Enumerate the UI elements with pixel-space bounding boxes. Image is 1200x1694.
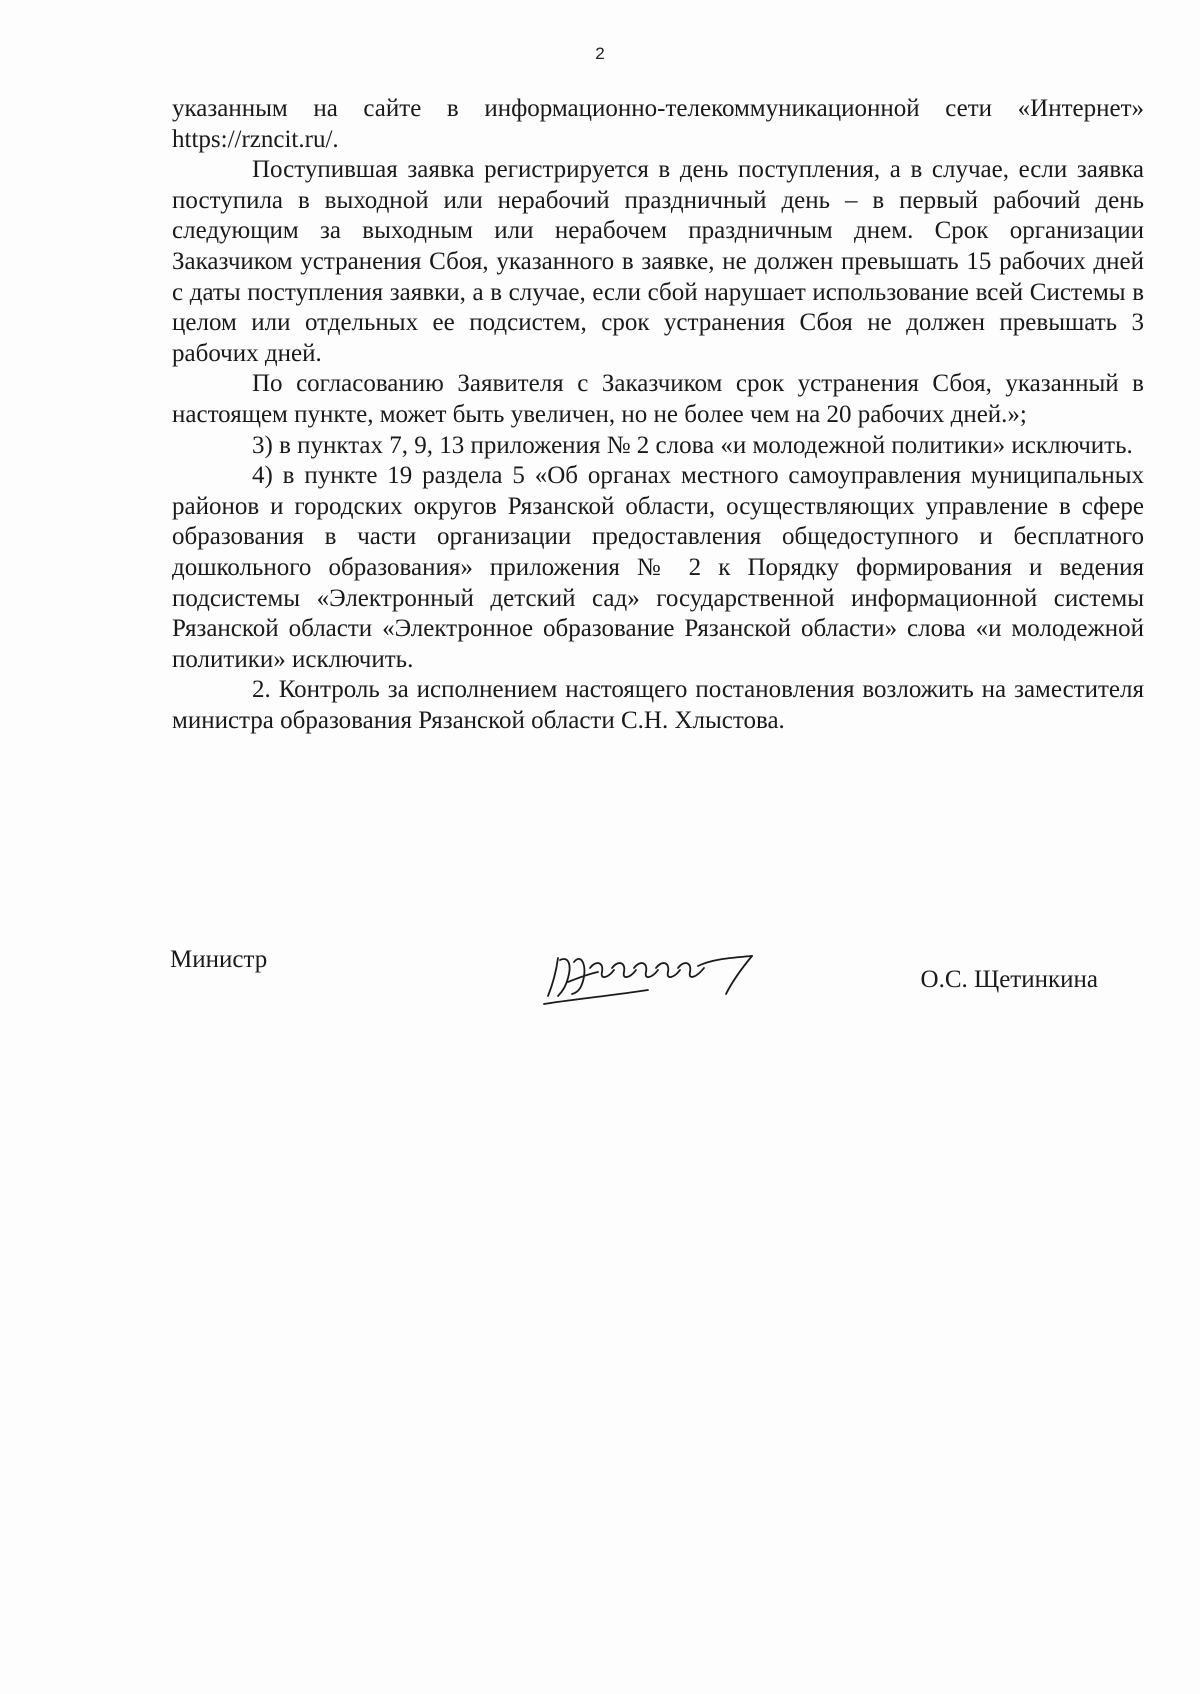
page-number: 2 (595, 44, 605, 63)
paragraph-item-3: 3) в пунктах 7, 9, 13 приложения № 2 слова «и молодежной политики» исключить. (252, 431, 1133, 459)
signature-block (170, 946, 1130, 1026)
paragraph-registration: Поступившая заявка регистрируется в день поступления, а в случае, если заявка поступила в выходной или нерабочий праздничный день – в первый рабочий день следующим за выходным или нерабочем праздничным днем. Срок организации Заказчиком устранения Сбоя, указанного в заявке, не должен превышать 15 рабочих дней с даты поступления заявки, а в случае, если сбой нарушает использование всей Системы в целом или отдельных ее подсистем, срок устранения Сбоя не должен превышать 3 рабочих дней. (172, 156, 1144, 367)
paragraph-agreement: По согласованию Заявителя с Заказчиком срок устранения Сбоя, указанный в настоящем пункте, может быть увеличен, но не более чем на 20 рабочих дней.»; (172, 370, 1144, 428)
document-body (172, 94, 1144, 736)
paragraph-continuation: указанным на сайте в информационно-телекоммуникационной сети «Интернет» https://rzncit.ru/. (172, 95, 1144, 153)
paragraph-item-4: 4) в пункте 19 раздела 5 «Об органах местного самоуправления муниципальных районов и городских округов Рязанской области, осуществляющих управление в сфере образования в части организации предоставления общедоступного и бесплатного дошкольного образования» приложения № 2 к Порядку формирования и ведения подсистемы «Электронный детский сад» государственной информационной системы Рязанской области «Электронное образование Рязанской области» слова «и молодежной политики» исключить. (172, 462, 1144, 673)
signer-name: О.С. Щетинкина (920, 966, 1098, 993)
handwritten-signature (538, 938, 798, 1010)
paragraph-control: 2. Контроль за исполнением настоящего постановления возложить на заместителя министра образования Рязанской области С.Н. Хлыстова. (172, 676, 1144, 734)
signer-title: Министр (170, 946, 268, 973)
